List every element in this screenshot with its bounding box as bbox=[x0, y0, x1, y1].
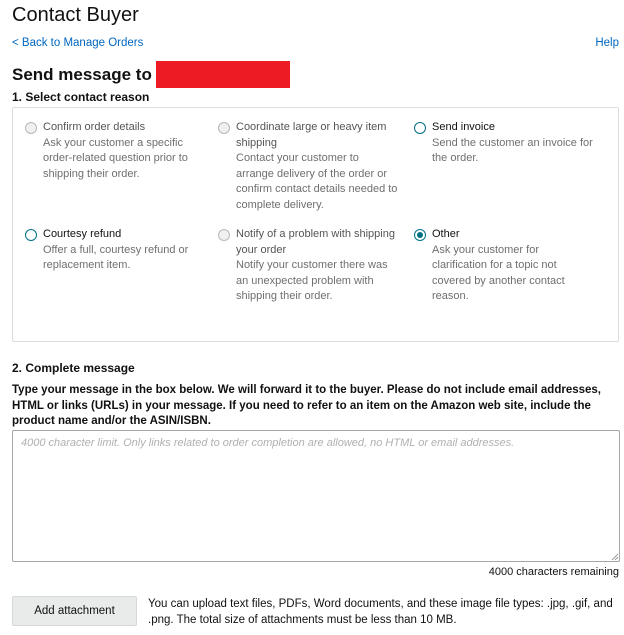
reason-send-invoice[interactable] bbox=[414, 120, 594, 167]
reason-confirm-order-details bbox=[25, 120, 205, 182]
attachment-note: You can upload text files, PDFs, Word documents, and these image file types: .jpg, .gif, and .png. The total size of attachments must be less than 10 MB. bbox=[148, 598, 613, 626]
send-message-label: Send message to bbox=[12, 64, 152, 84]
reason-title[interactable]: Other bbox=[432, 228, 460, 240]
resize-grip-icon[interactable] bbox=[611, 553, 619, 561]
section-1-label: 1. Select contact reason bbox=[12, 90, 150, 104]
reason-description: Ask your customer a specific order-related question prior to shipping their order. bbox=[43, 136, 188, 180]
page-title: Contact Buyer bbox=[12, 4, 139, 26]
reason-description: Notify your customer there was an unexpected problem with shipping their order. bbox=[236, 259, 388, 302]
reason-title: Confirm order details bbox=[43, 121, 146, 133]
help-link[interactable]: Help bbox=[595, 37, 619, 49]
contact-reason-group bbox=[12, 107, 619, 342]
radio-courtesy-refund[interactable] bbox=[25, 229, 37, 241]
send-message-heading bbox=[12, 61, 290, 88]
back-to-manage-orders-link[interactable]: < Back to Manage Orders bbox=[12, 37, 144, 49]
reason-title[interactable]: Send invoice bbox=[432, 121, 495, 133]
reason-title: Coordinate large or heavy item shipping bbox=[236, 121, 387, 149]
reason-description: Offer a full, courtesy refund or replacement item. bbox=[43, 243, 189, 271]
radio-other-selected[interactable] bbox=[414, 229, 426, 241]
radio-send-invoice[interactable] bbox=[414, 122, 426, 134]
section-2-label: 2. Complete message bbox=[12, 361, 135, 375]
redacted-buyer-name bbox=[156, 61, 290, 88]
reason-description: Contact your customer to arrange delivery of the order or confirm contact details needed to complete delivery. bbox=[236, 152, 398, 211]
reason-title: Notify of a problem with shipping your order bbox=[236, 228, 395, 256]
reason-description: Send the customer an invoice for the order. bbox=[432, 136, 593, 164]
radio-notify-shipping-problem bbox=[218, 229, 230, 241]
reason-coordinate-shipping bbox=[218, 120, 398, 213]
reason-title[interactable]: Courtesy refund bbox=[43, 228, 122, 240]
message-instructions: Type your message in the box below. We will forward it to the buyer. Please do not include email addresses, HTML or links (URLs) in your message. If you need to refer to an item on the Amazon web site, include the product name and/or the ASIN/ISBN. bbox=[12, 384, 601, 427]
radio-confirm-order-details bbox=[25, 122, 37, 134]
reason-description: Ask your customer for clarification for a topic not covered by another contact reason. bbox=[432, 243, 565, 302]
reason-other[interactable] bbox=[414, 227, 594, 305]
characters-remaining: 4000 characters remaining bbox=[488, 566, 619, 578]
radio-coordinate-shipping bbox=[218, 122, 230, 134]
reason-courtesy-refund[interactable] bbox=[25, 227, 205, 274]
reason-notify-shipping-problem bbox=[218, 227, 398, 305]
message-textarea[interactable] bbox=[12, 430, 620, 562]
add-attachment-button[interactable]: Add attachment bbox=[12, 596, 137, 626]
